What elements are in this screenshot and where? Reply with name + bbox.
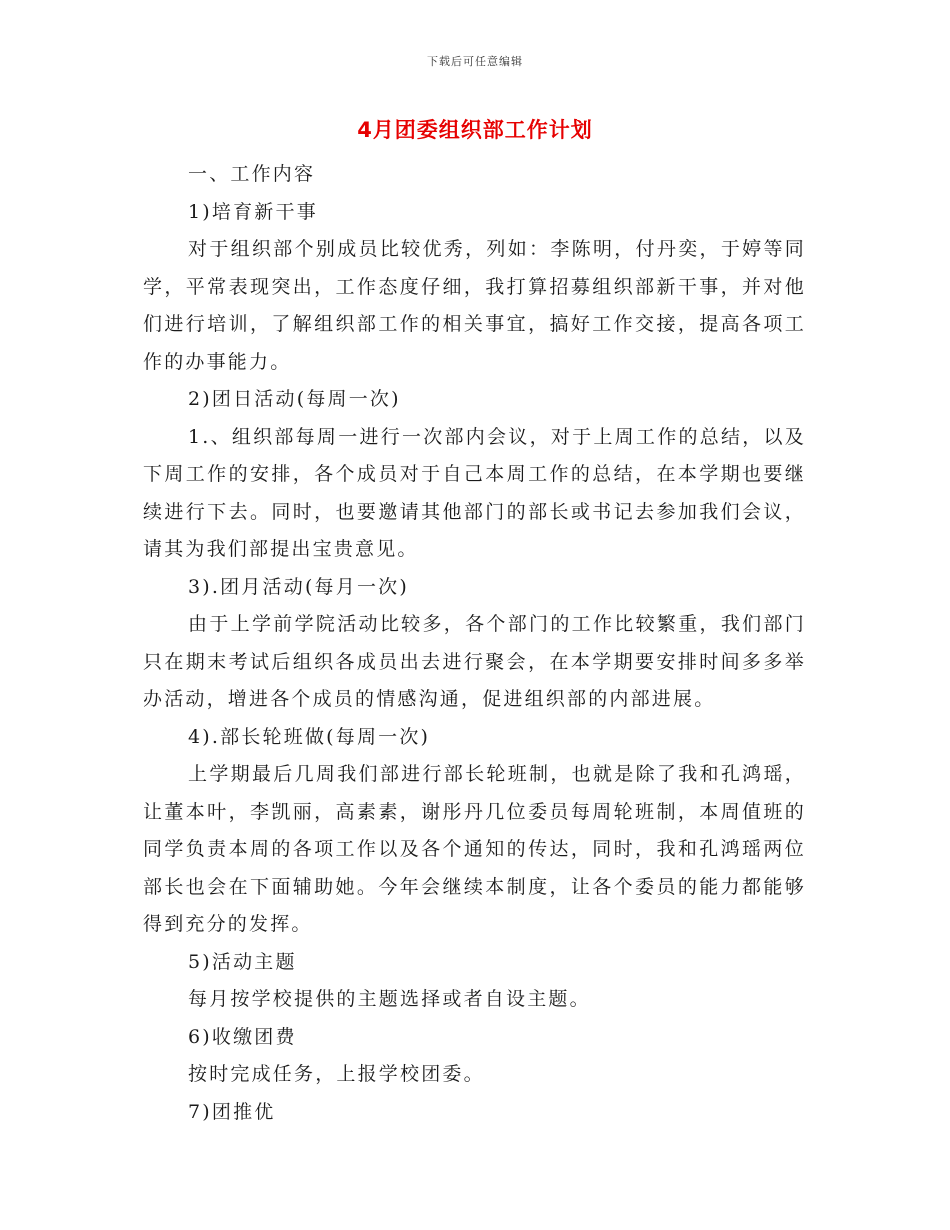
item-heading-recommend: 7)团推优 xyxy=(188,1100,276,1123)
document-body xyxy=(143,156,806,1131)
item-heading-league-month: 3).团月活动(每月一次) xyxy=(188,575,409,598)
paragraph-league-fees: 按时完成任务，上报学校团委。 xyxy=(188,1063,485,1085)
item-heading-league-fees: 6)收缴团费 xyxy=(188,1025,297,1048)
item-heading-minister-shift: 4).部长轮班做(每周一次) xyxy=(188,725,431,748)
section-heading-work-content: 一、工作内容 xyxy=(188,163,316,185)
item-heading-new-staff: 1)培育新干事 xyxy=(188,200,318,223)
paragraph-league-day: 1.、组织部每周一进行一次部内会议，对于上周工作的总结，以及下周工作的安排，各个成员对于自己本周工作的总结，在本学期也要继续进行下去。同时，也要邀请其他部门的部长或书记去参加我们会议，请其为我们部提出宝贵意见。 xyxy=(143,425,806,560)
paragraph-league-month: 由于上学前学院活动比较多，各个部门的工作比较繁重，我们部门只在期末考试后组织各成员出去进行聚会，在本学期要安排时间多多举办活动，增进各个成员的情感沟通，促进组织部的内部进展。 xyxy=(143,613,806,710)
paragraph-new-staff: 对于组织部个别成员比较优秀，列如：李陈明，付丹奕，于婷等同学，平常表现突出，工作态度仔细，我打算招募组织部新干事，并对他们进行培训，了解组织部工作的相关事宜，搞好工作交接，提高各项工作的办事能力。 xyxy=(143,238,806,373)
page-header: 下载后可任意编辑 xyxy=(427,55,523,68)
item-heading-activity-theme: 5)活动主题 xyxy=(188,950,297,973)
paragraph-minister-shift: 上学期最后几周我们部进行部长轮班制，也就是除了我和孔鸿瑶，让董本叶，李凯丽，高素素，谢彤丹几位委员每周轮班制，本周值班的同学负责本周的各项工作以及各个通知的传达，同时，我和孔鸿瑶两位部长也会在下面辅助她。今年会继续本制度，让各个委员的能力都能够得到充分的发挥。 xyxy=(143,763,806,935)
document-title: 4月团委组织部工作计划 xyxy=(357,118,593,142)
item-heading-league-day: 2)团日活动(每周一次) xyxy=(188,388,401,410)
paragraph-activity-theme: 每月按学校提供的主题选择或者自设主题。 xyxy=(188,988,591,1010)
